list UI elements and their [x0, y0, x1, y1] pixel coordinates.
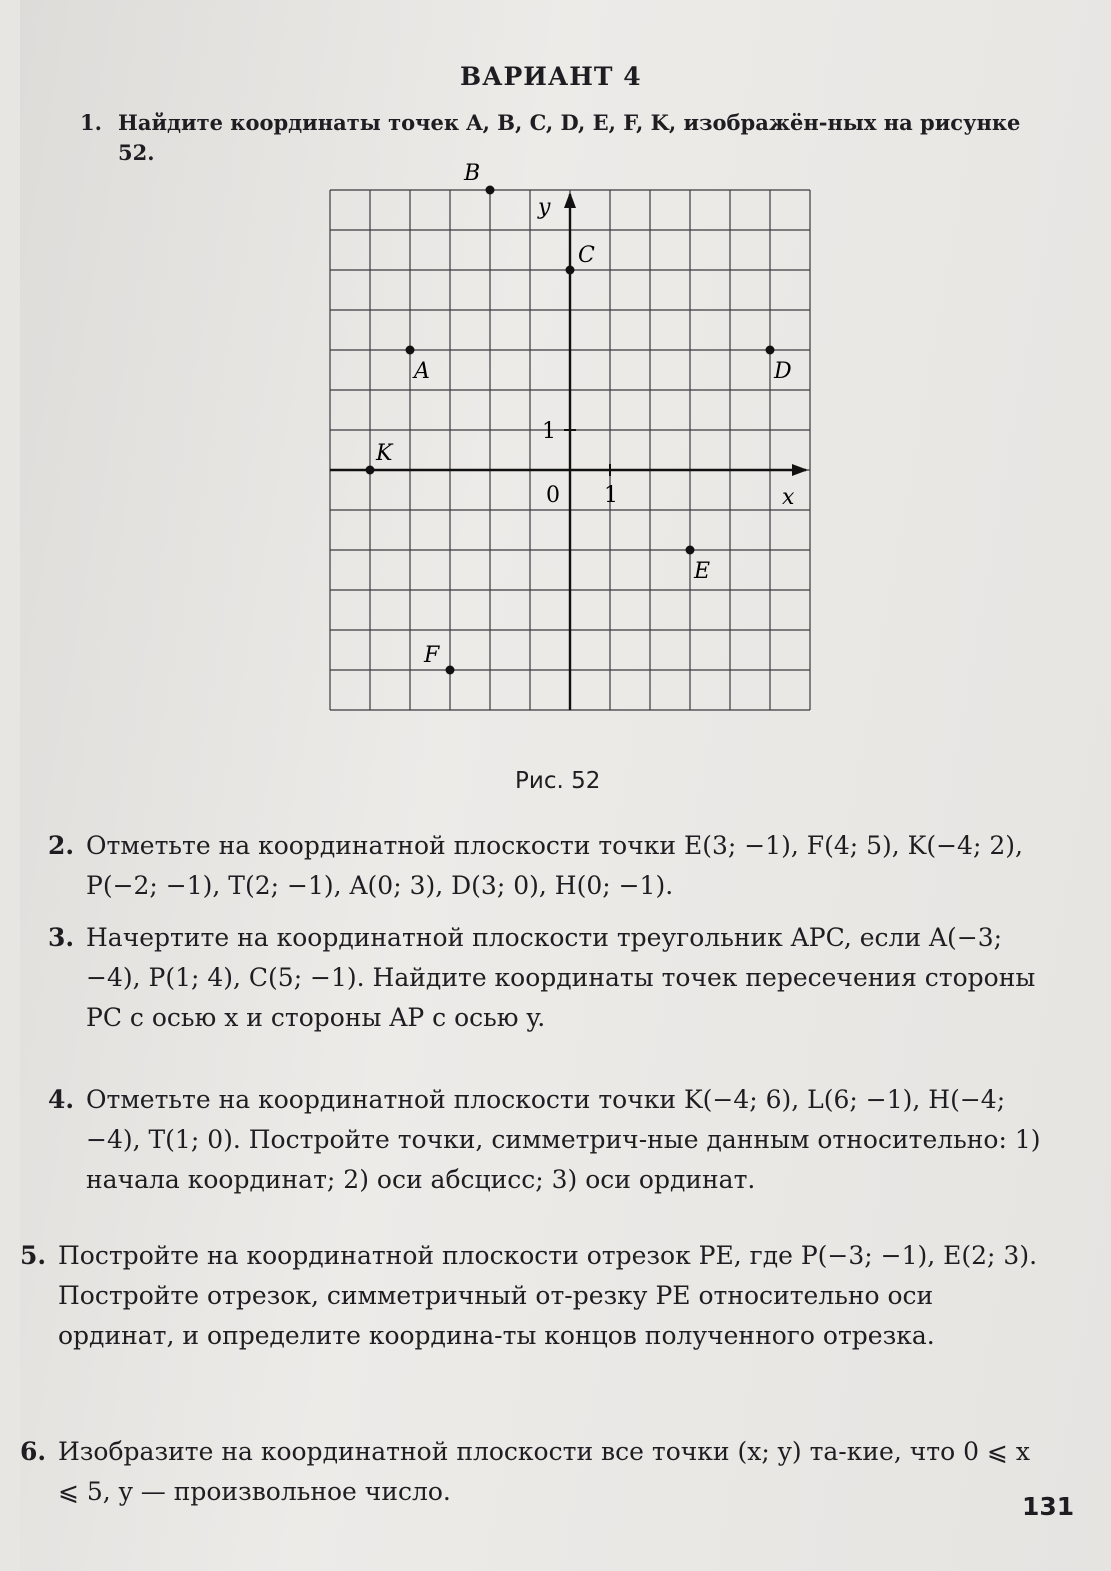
point-k — [366, 466, 375, 475]
task-number: 1. — [80, 110, 102, 135]
point-label-a: A — [414, 359, 430, 384]
task-text: Постройте на координатной плоскости отрезок PE, где P(−3; −1), E(2; 3). Постройте отрезок, симметричный от-резку PE относительно оси ординат, и определите координа-ты концов полученного отрезка. — [58, 1241, 1038, 1350]
page-number: 131 — [1022, 1492, 1075, 1521]
task-4 — [48, 1080, 1048, 1200]
point-b — [486, 186, 495, 195]
y-axis-arrow-icon — [564, 192, 576, 208]
task-text: Начертите на координатной плоскости треугольник APC, если A(−3; −4), P(1; 4), C(5; −1). Найдите координаты точек пересечения стороны PC с осью x и стороны AP с осью y. — [86, 923, 1036, 1032]
point-e — [686, 546, 695, 555]
task-text: Отметьте на координатной плоскости точки K(−4; 6), L(6; −1), H(−4; −4), T(1; 0). Постройте точки, симметрич-ные данным относительно: 1) начала координат; 2) оси абсцисс; 3) оси ординат. — [86, 1085, 1041, 1194]
textbook-page — [20, 0, 1111, 1571]
point-label-e: E — [694, 559, 711, 584]
task-text: Изобразите на координатной плоскости все точки (x; y) та-кие, что 0 ⩽ x ⩽ 5, y — произвольное число. — [58, 1437, 1030, 1506]
task-number: 4. — [48, 1085, 75, 1114]
x-axis-label: x — [782, 485, 795, 510]
task-1 — [80, 108, 1040, 168]
coordinate-plane-figure — [320, 161, 840, 760]
point-label-d: D — [774, 359, 792, 384]
task-text: Отметьте на координатной плоскости точки E(3; −1), F(4; 5), K(−4; 2), P(−2; −1), T(2; −1), A(0; 3), D(3; 0), H(0; −1). — [86, 831, 1023, 900]
task-text: Найдите координаты точек A, B, C, D, E, F, K, изображён-ных на рисунке 52. — [118, 110, 1021, 165]
point-label-c: C — [578, 243, 595, 268]
point-a — [406, 346, 415, 355]
task-number: 3. — [48, 923, 75, 952]
point-label-k: K — [376, 441, 393, 466]
point-label-f: F — [424, 643, 440, 668]
y-unit-label: 1 — [542, 419, 556, 444]
x-axis-arrow-icon — [792, 464, 808, 476]
variant-title: ВАРИАНТ 4 — [460, 62, 642, 91]
task-6 — [20, 1432, 1050, 1512]
x-unit-label: 1 — [604, 483, 618, 508]
point-label-b: B — [464, 161, 481, 186]
y-axis-label: y — [538, 195, 551, 220]
task-5 — [20, 1236, 1050, 1356]
origin-label: 0 — [546, 483, 560, 508]
task-number: 2. — [48, 831, 75, 860]
task-number: 5. — [20, 1241, 47, 1270]
point-c — [566, 266, 575, 275]
task-2 — [48, 826, 1048, 906]
point-f — [446, 666, 455, 675]
figure-caption: Рис. 52 — [515, 768, 601, 794]
task-number: 6. — [20, 1437, 47, 1466]
point-d — [766, 346, 775, 355]
task-3 — [48, 918, 1048, 1038]
